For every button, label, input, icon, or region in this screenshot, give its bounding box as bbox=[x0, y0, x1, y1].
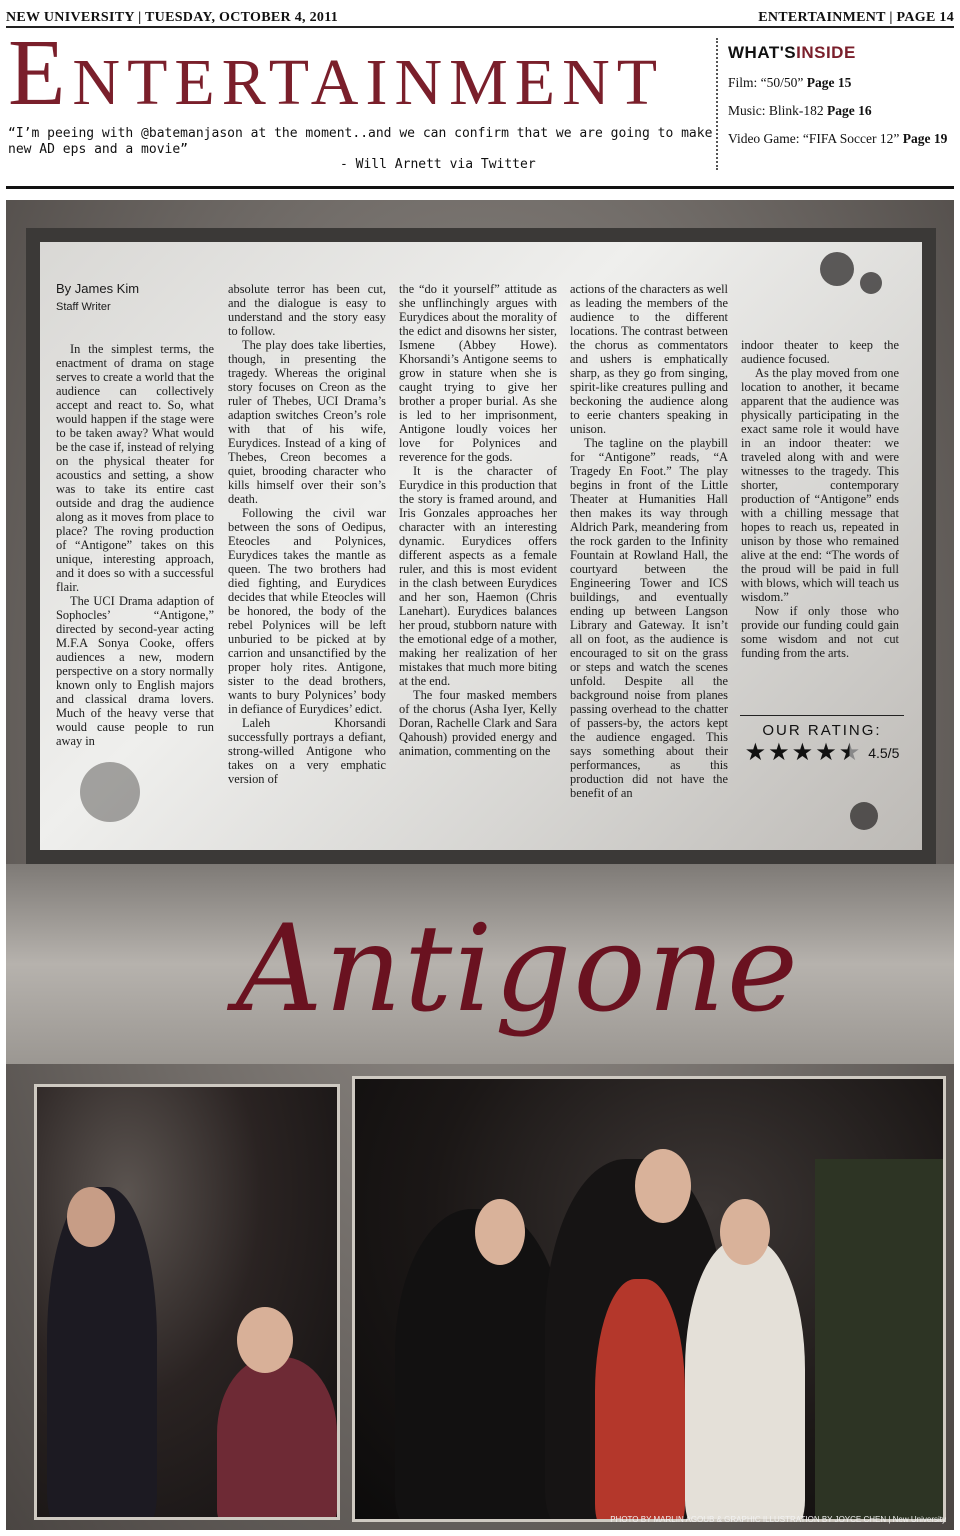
article-paragraph: Following the civil war between the sons of Oedipus, Eteocles and Polynices, Eurydices takes the mantle as queen. The two brothers had died fighting, and Eurydices decides that while Eteocles will be honored, the body of the rebel Polynices will be left unburied to be picked at by carrion and unsanctified by the proper holy rites. Antigone, sister to the dead brothers, wants to bury Polynices’ body in defiance of Eurydices’ edict. bbox=[228, 506, 386, 716]
star-icon: ★ bbox=[815, 740, 837, 766]
article-column-4 bbox=[570, 282, 728, 800]
star-icon: ★ bbox=[744, 740, 767, 766]
actor-figure bbox=[395, 1209, 565, 1522]
ink-splat bbox=[850, 802, 878, 830]
actor-figure bbox=[595, 1279, 685, 1522]
article-paragraph: Now if only those who provide our funding could gain some wisdom and not cut funding from the arts. bbox=[741, 604, 899, 660]
header-section-page: ENTERTAINMENT | PAGE 14 bbox=[758, 10, 954, 25]
inside-item-videogame[interactable]: Video Game: “FIFA Soccer 12” Page 19 bbox=[728, 131, 948, 146]
article-column-1 bbox=[56, 282, 214, 748]
actor-face bbox=[720, 1199, 770, 1265]
article-paragraph: actions of the characters as well as leading the members of the audience to the different locations. The contrast between the chorus as commentators and ushers is emphatically sharp, as they go from singing, spirit-like creatures pulling and beckoning the audience along to eerie chanters speaking in unison. bbox=[570, 282, 728, 436]
article-paragraph: indoor theater to keep the audience focused. bbox=[741, 338, 899, 366]
article-paragraph: The four masked members of the chorus (Asha Iyer, Kelly Doran, Rachelle Clark and Sara Qahoush) provided energy and animation, commenting on the bbox=[399, 688, 557, 758]
actor-face bbox=[67, 1187, 115, 1247]
article-paragraph: Laleh Khorsandi successfully portrays a defiant, strong-willed Antigone who takes on a very emphatic version of bbox=[228, 716, 386, 786]
half-star-icon: ★ bbox=[838, 740, 861, 766]
grass-background bbox=[815, 1159, 946, 1522]
inside-item-music[interactable]: Music: Blink-182 Page 16 bbox=[728, 103, 872, 118]
article-paragraph: In the simplest terms, the enactment of drama on stage serves to create a world that the audience can collectively accept and react to. So, what would happen if the stage were to be taken away? What would be the case if, instead of relying on the physical theater for acoustics and setting, a show was to take its entire cast outside and drag the audience along as it moves from place to place? The roving production of “Antigone” takes on this unique, interesting approach, and it does so with a successful flair. bbox=[56, 342, 214, 594]
rating-box bbox=[740, 715, 904, 765]
article-paragraph: As the play moved from one location to another, it became apparent that the audience was physically participating in the exact same role it would have in an indoor theater: we traveled along with and were witnesses to the tragedy. This shorter, contemporary production of “Antigone” ends with a chilling message that hopes to reach us, repeated in unison by those who remained alive at the end: “The words of the proud will be paid in full with blows, which will teach us wisdom.” bbox=[741, 366, 899, 604]
actor-figure bbox=[685, 1239, 805, 1522]
quote-attribution: - Will Arnett via Twitter bbox=[340, 157, 536, 172]
photo-area bbox=[34, 1076, 946, 1522]
feature-artwork bbox=[6, 200, 954, 1530]
photo-actors-left bbox=[34, 1084, 340, 1520]
article-paragraph: absolute terror has been cut, and the dialogue is easy to understand and the story easy to follow. bbox=[228, 282, 386, 338]
play-title: Antigone bbox=[236, 900, 800, 1039]
star-icon: ★ bbox=[768, 740, 790, 766]
photo-actors-right bbox=[352, 1076, 946, 1522]
article-paragraph: The play does take liberties, though, in presenting the tragedy. Whereas the original story focuses on Creon as the ruler of Thebes, UCI Drama’s adaption switches Creon’s role with that of his wife, Eurydices. Instead of a king of Thebes, Creon becomes a quiet, brooding character who kills himself over their son’s death. bbox=[228, 338, 386, 506]
header-divider bbox=[6, 186, 954, 189]
rating-score: 4.5/5 bbox=[868, 745, 900, 761]
actor-face bbox=[475, 1199, 525, 1265]
ink-splat bbox=[80, 762, 140, 822]
actor-figure bbox=[217, 1357, 337, 1520]
star-icon: ★ bbox=[791, 740, 814, 766]
article-column-2 bbox=[228, 282, 386, 786]
ink-splat bbox=[860, 272, 882, 294]
header-date: NEW UNIVERSITY | TUESDAY, OCTOBER 4, 2011 bbox=[6, 10, 339, 25]
actor-face bbox=[237, 1307, 293, 1373]
article-paragraph: It is the character of Eurydice in this production that the story is framed around, and Iris Gonzales approaches her character with an interesting dynamic. Eurydices offers different aspects as a female ruler, and this is most evident in the clash between Eurydices and her son, Haemon (Chris Lanehart). Eurydices balances her proud, stubborn nature with the emotional edge of a mother, making her realization of her mistakes that much more biting at the end. bbox=[399, 464, 557, 688]
article-column-3 bbox=[399, 282, 557, 758]
rating-stars bbox=[740, 741, 904, 765]
byline-author: By James Kim bbox=[56, 281, 140, 296]
ink-splat bbox=[820, 252, 854, 286]
photo-credit: PHOTO BY MARLIN AGOUB & GRAPHIC ILLUSTRATION BY JOYCE CHEN | New University bbox=[610, 1515, 946, 1524]
article-paragraph: The UCI Drama adaption of Sophocles’ “Antigone,” directed by second-year acting M.F.A Sonya Cooke, offers audiences a new, modern perspective on a story normally known only to English majors and classical drama lovers. Much of the heavy verse that would cause people to run away in bbox=[56, 594, 214, 748]
inside-item-film[interactable]: Film: “50/50” Page 15 bbox=[728, 75, 852, 90]
article-paragraph: The tagline on the playbill for “Antigone” reads, “A Tragedy En Foot.” The play begins in front of the Little Theater at Humanities Hall then makes its way through Aldrich Park, meandering from the rock garden to the Infinity Fountain at Rowland Hall, the courtyard between the Engineering Tower and ICS buildings, and eventually ending up between Langson Library and Gateway. It isn’t all on foot, as the audience is encouraged to sit on the grass or steps and watch the scenes unfold. Despite all the background noise from planes passing overhead to the chatter of passers-by, the actors kept the audience engaged. This says something about their performances, as this production did not have the benefit of an bbox=[570, 436, 728, 800]
article-column-5 bbox=[741, 338, 899, 660]
article-paragraph: the “do it yourself” attitude as she unflinchingly argues with Eurydices about the morality of the edict and disowns her sister, Ismene (Abbey Howe). Khorsandi’s Antigone seems to grow in stature when she is caught trying to give her brother a proper burial. As she is led to her imprisonment, Antigone loudly voices her love for Polynices and reverence for the gods. bbox=[399, 282, 557, 464]
byline-role: Staff Writer bbox=[56, 301, 111, 313]
section-title: Entertainment bbox=[8, 21, 665, 125]
rating-label: OUR RATING: bbox=[762, 722, 882, 739]
quote-text: “I’m peeing with @batemanjason at the moment..and we can confirm that we are going to make new AD eps and a movie” bbox=[8, 126, 713, 157]
whats-inside-box bbox=[716, 38, 954, 170]
actor-face bbox=[635, 1149, 691, 1223]
whats-inside-title: WHAT'SINSIDE bbox=[728, 43, 856, 62]
